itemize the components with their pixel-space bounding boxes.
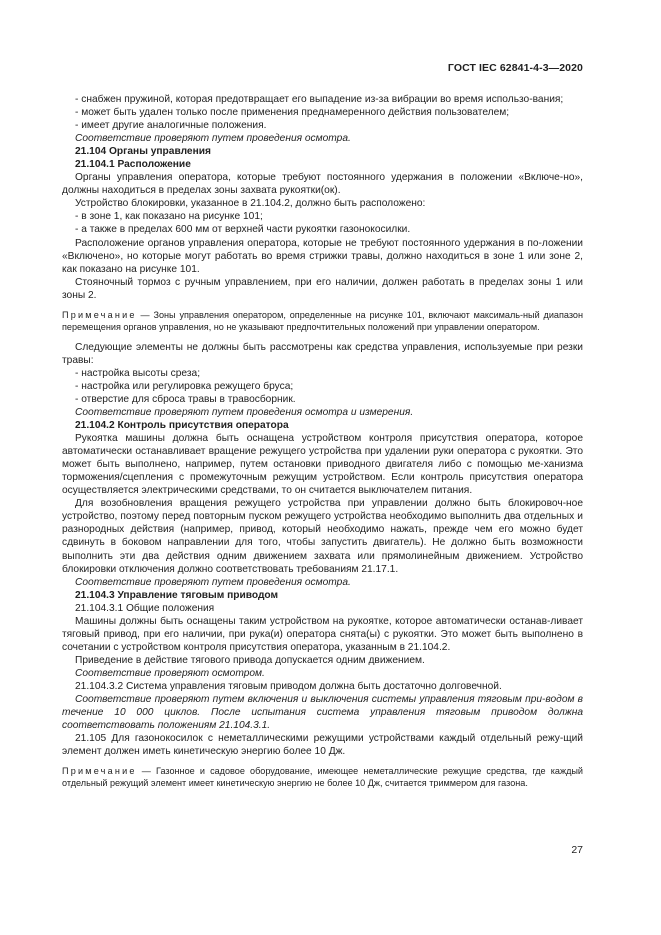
list-item: - настройка или регулировка режущего бруса; (75, 380, 294, 392)
body-paragraph: Стояночный тормоз с ручным управлением, при его наличии, должен работать в пределах зоны 1 или зоны 2. (62, 276, 583, 301)
compliance-paragraph: Соответствие проверяют осмотром. (75, 667, 265, 679)
body-paragraph: Рукоятка машины должна быть оснащена устройством контроля присутствия оператора, которое автоматически останавливает вращение режущего устройства при удалении руки оператора с рукоятки. Это может быть выполнено, например, путем остановки приводного двигателя либо с помощью ме-ханизма торможения/сцепления с промежуточным режущим устройством. Если контроль присутствия оператора осуществляется электрическими средствами, то он считается выключателем питания. (62, 433, 583, 497)
compliance-paragraph: Соответствие проверяют путем включения и выключения системы управления тяговым при-водом в течение 10 000 циклов. После испытания система управления тяговым приводом должна соответствовать положениям 21.104.3.1. (62, 694, 583, 732)
note-paragraph (62, 309, 583, 333)
section-heading: 21.104.1 Расположение (75, 159, 191, 171)
section-heading: 21.104 Органы управления (75, 146, 211, 158)
body-paragraph: Органы управления оператора, которые требуют постоянного удержания в положении «Включе-но», должны находиться в пределах зоны захвата рукоятки(ок). (62, 172, 583, 197)
section-heading: 21.104.3 Управление тяговым приводом (75, 589, 279, 601)
list-item: - а также в пределах 600 мм от верхней части рукоятки газонокосилки. (75, 224, 411, 236)
compliance-paragraph: Соответствие проверяют путем проведения осмотра. (75, 133, 351, 145)
body-paragraph: 21.104.3.1 Общие положения (75, 602, 215, 614)
compliance-paragraph: Соответствие проверяют путем проведения осмотра. (75, 576, 351, 588)
section-heading: 21.104.2 Контроль присутствия оператора (75, 420, 289, 432)
compliance-paragraph: Соответствие проверяют путем проведения осмотра и измерения. (75, 406, 414, 418)
list-item: - может быть удален только после применения преднамеренного действия пользователем; (75, 107, 510, 119)
body-paragraph: Устройство блокировки, указанное в 21.104.2, должно быть расположено: (75, 198, 426, 210)
document-body (62, 93, 583, 797)
body-paragraph: 21.105 Для газонокосилок с неметаллическими режущими устройствами каждый отдельный режу-щий элемент должен иметь кинетическую энергию более 10 Дж. (62, 733, 583, 758)
note-label: Примечание (62, 766, 137, 777)
list-item: - снабжен пружиной, которая предотвращает его выпадение из-за вибрации во время использо-вания; (75, 94, 564, 105)
note-paragraph (62, 765, 583, 789)
body-paragraph: 21.104.3.2 Система управления тяговым приводом должна быть достаточно долговечной. (75, 680, 502, 692)
list-item: - в зоне 1, как показано на рисунке 101; (75, 211, 263, 223)
list-item: - имеет другие аналогичные положения. (75, 120, 267, 132)
body-paragraph: Для возобновления вращения режущего устройства при управлении должно быть блокировоч-ное устройство, поэтому перед повторным пуском режущего устройства необходимо выполнить два отдельных и разнородных действия (например, привод, который необходимо нажать, прежде чем его можно будет сдвинуть в боковом направлении для того, чтобы запустить двигатель). Не должно быть возможности выполнить эти два действия одним движением захвата или прямолинейным движением. Устройство блокировки отключения должно соответствовать требованиям 21.17.1. (62, 498, 583, 575)
page-number: 27 (571, 844, 583, 856)
body-paragraph: Следующие элементы не должны быть рассмотрены как средства управления, используемые при резки травы: (62, 341, 583, 366)
note-text: — Зоны управления оператором, определенные на рисунке 101, включают максималь-ный диапазон перемещения органов управления, но не указывают предпочтительных положений при управлении оператором. (62, 309, 583, 332)
note-text: — Газонное и садовое оборудование, имеющее неметаллические режущие средства, где каждый отдельный режущий элемент имеет кинетическую энергию не более 10 Дж, считается триммером для газона. (62, 766, 583, 789)
body-paragraph: Расположение органов управления оператора, которые не требуют постоянного удержания в по-ложении «Включено», но которые могут работать во время стрижки травы, должно находиться в зоне 1 или зоне 2, как показано на рисунке 101. (62, 237, 583, 275)
note-label: Примечание (62, 309, 137, 320)
body-paragraph: Машины должны быть оснащены таким устройством на рукоятке, которое автоматически останав-ливает тяговый привод, при его наличии, при рука(и) оператора снята(ы) с рукоятки. Это может быть выполнено в сочетании с устройством контроля присутствия оператора, указанным в 21.104.2. (62, 615, 583, 653)
document-header: ГОСТ IEC 62841-4-3—2020 (447, 62, 583, 74)
list-item: - настройка высоты среза; (75, 367, 201, 379)
list-item: - отверстие для сброса травы в травосборник. (75, 393, 296, 405)
body-paragraph: Приведение в действие тягового привода допускается одним движением. (75, 654, 425, 666)
